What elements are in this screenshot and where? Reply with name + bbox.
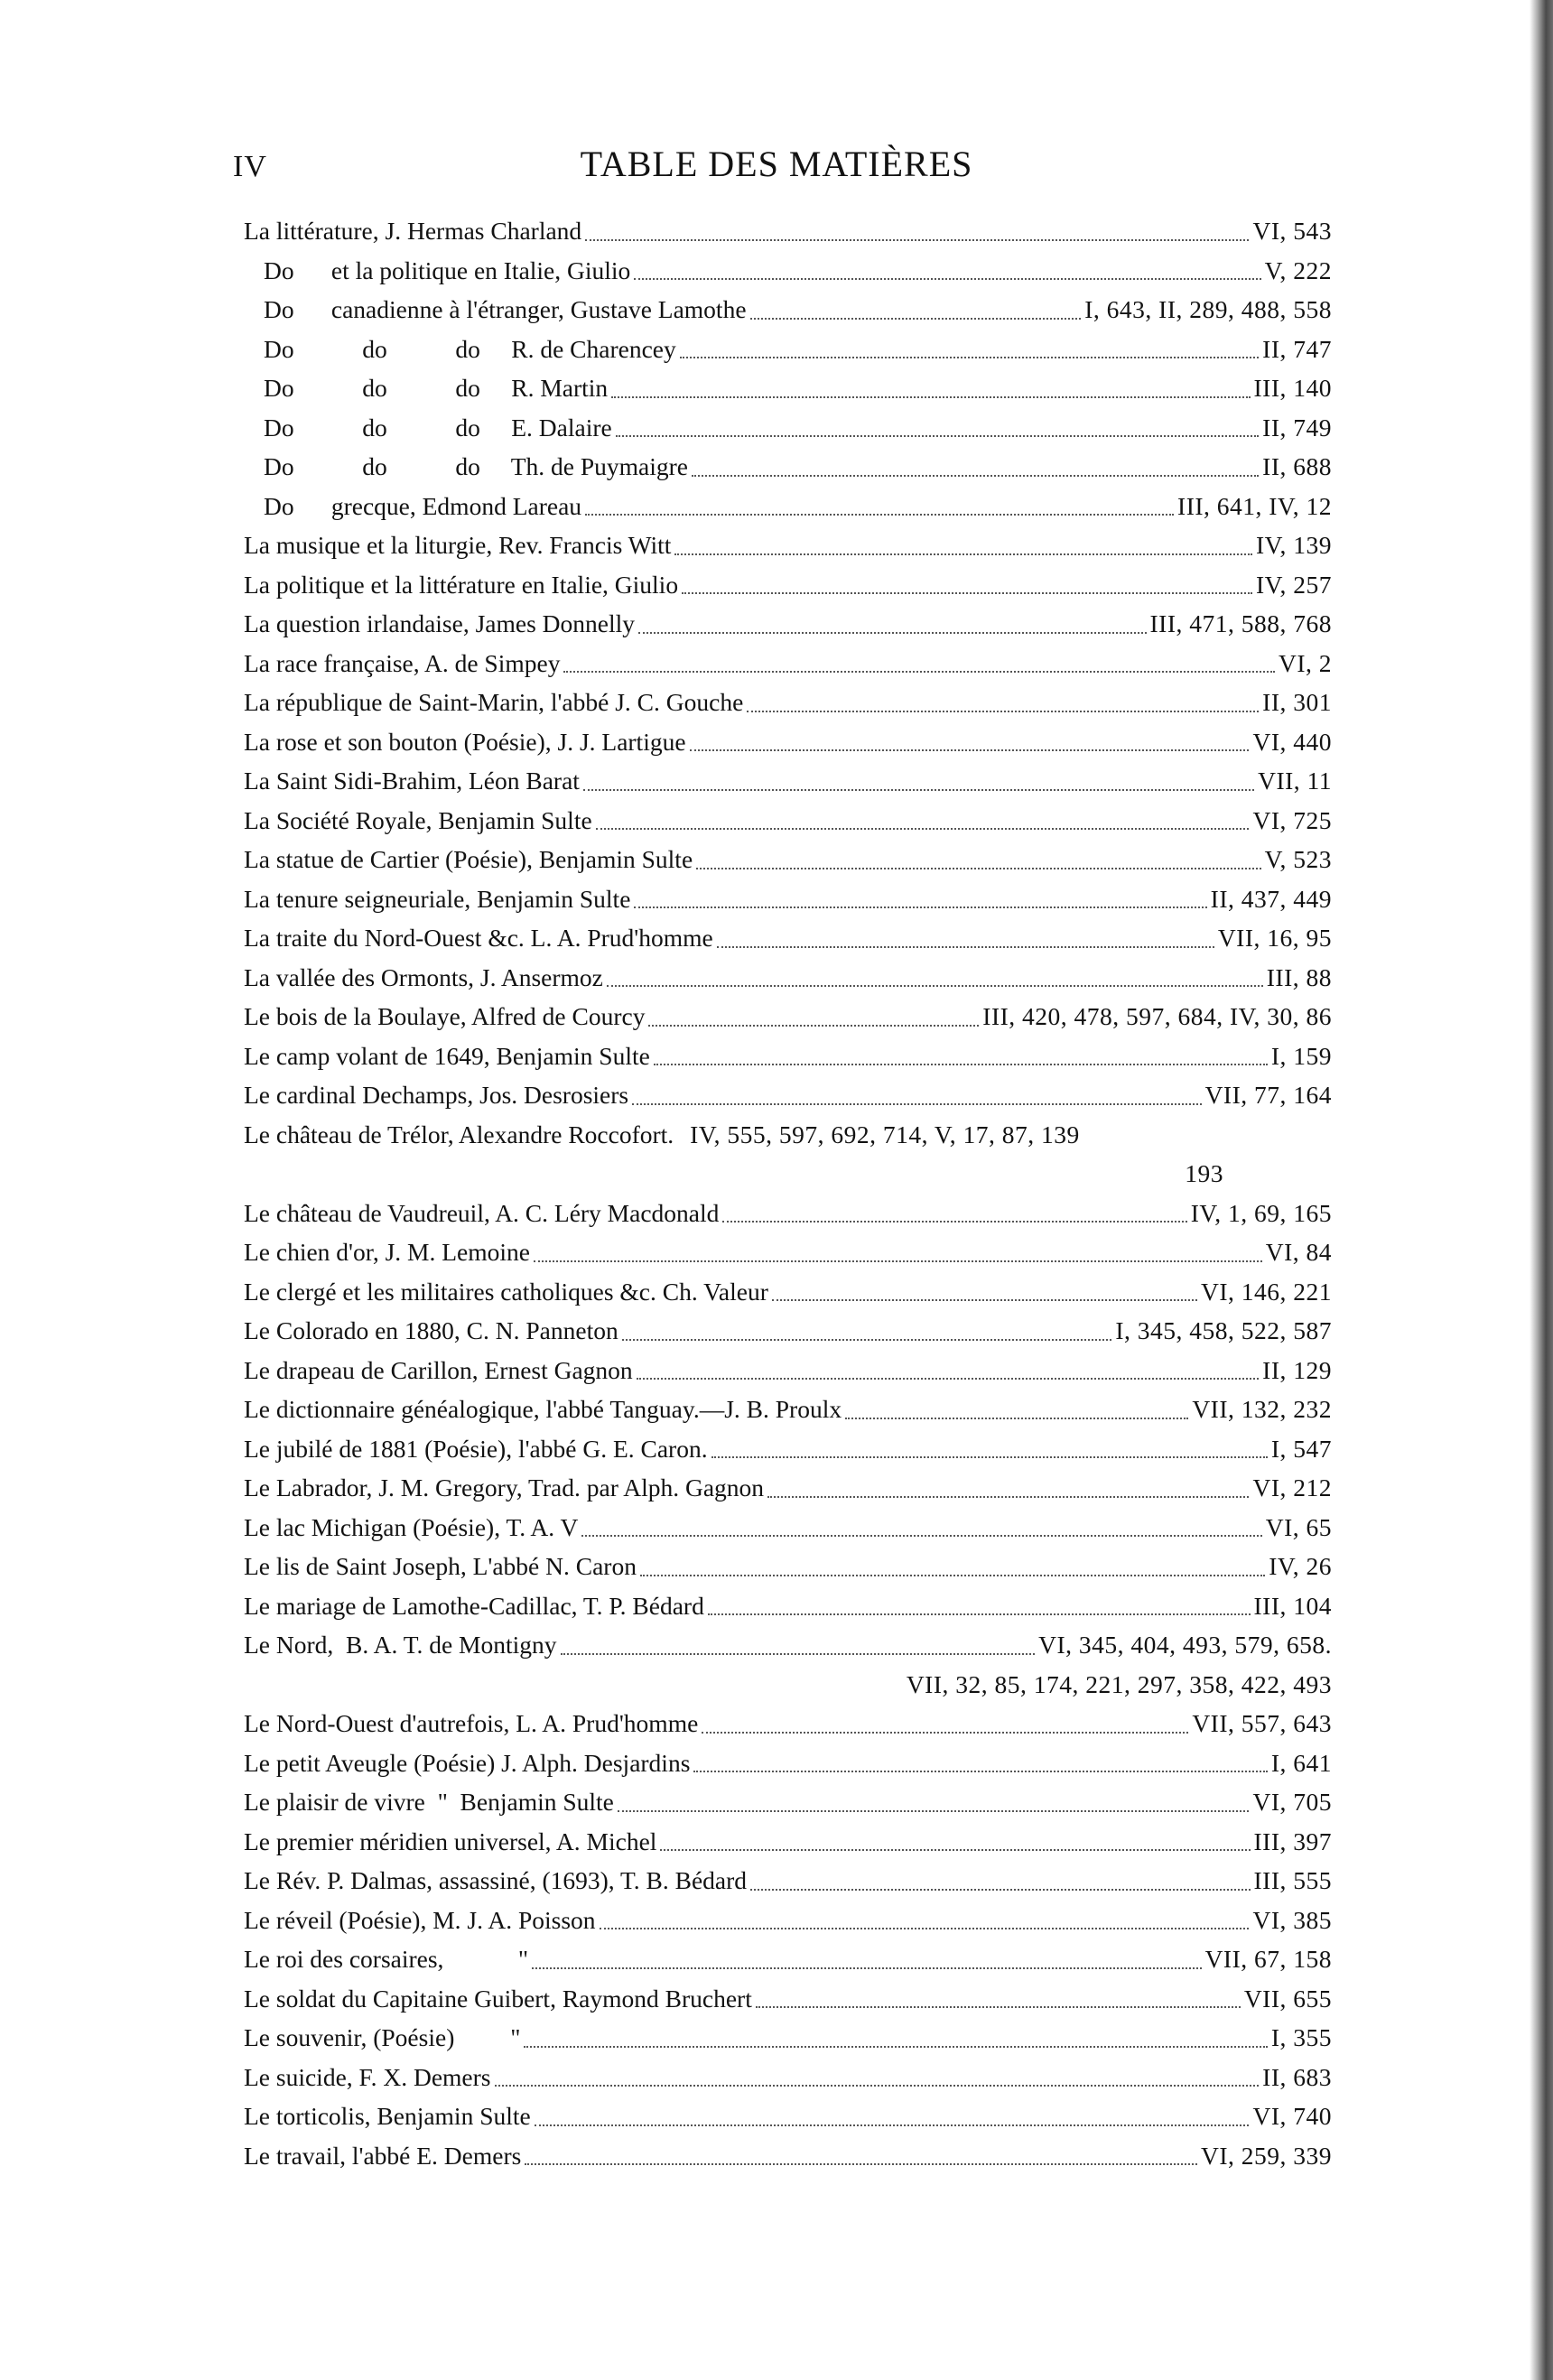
toc-entry-reference: VI, 725 <box>1252 805 1332 834</box>
toc-entry-reference: II, 683 <box>1262 2062 1332 2091</box>
toc-entry-title: Le suicide, F. X. Demers <box>244 2062 491 2091</box>
toc-entry <box>244 1311 1332 1351</box>
toc-entry <box>244 1429 1332 1469</box>
toc-entry-reference: VII, 132, 232 <box>1192 1395 1332 1423</box>
toc-entry-reference: II, 747 <box>1262 334 1332 363</box>
dot-leader <box>524 2035 1267 2048</box>
toc-entry-reference: VI, 2 <box>1278 648 1332 677</box>
toc-entry <box>244 1704 1332 1743</box>
dot-leader <box>581 1524 1261 1537</box>
toc-entry-reference: II, 688 <box>1262 452 1332 480</box>
dot-leader <box>607 974 1263 987</box>
dot-leader <box>711 1446 1268 1458</box>
toc-entry <box>244 997 1332 1037</box>
toc-entry-reference: I, 547 <box>1270 1434 1332 1463</box>
toc-entry <box>244 1547 1332 1586</box>
dot-leader <box>532 1957 1201 1969</box>
toc-entry <box>244 604 1332 644</box>
toc-entry-reference: V, 523 <box>1264 845 1332 873</box>
toc-entry-title: Do et la politique en Italie, Giulio <box>264 256 631 284</box>
toc-entry-reference: I, 345, 458, 522, 587 <box>1115 1316 1332 1344</box>
toc-entry-reference: VI, 345, 404, 493, 579, 658. <box>1038 1631 1332 1659</box>
toc-entry <box>244 840 1332 879</box>
toc-entry-title: Le chien d'or, J. M. Lemoine <box>244 1238 530 1266</box>
toc-entry <box>244 1194 1332 1233</box>
toc-entry <box>244 761 1332 801</box>
toc-entry-reference: III, 140 <box>1253 374 1332 402</box>
toc-entry-reference: III, 420, 478, 597, 684, IV, 30, 86 <box>982 1002 1332 1030</box>
toc-entry-reference: III, 397 <box>1253 1827 1332 1855</box>
toc-entry-title: Le plaisir de vivre " Benjamin Sulte <box>244 1788 614 1816</box>
dot-leader <box>692 464 1259 477</box>
toc-entry <box>244 211 1332 251</box>
toc-entry-title: Le bois de la Boulaye, Alfred de Courcy <box>244 1002 646 1030</box>
toc-entry-title: Do canadienne à l'étranger, Gustave Lamothe <box>264 295 747 323</box>
toc-entry-continuation: 193 <box>1185 1159 1223 1187</box>
toc-entry-title: Le drapeau de Carillon, Ernest Gagnon <box>244 1355 633 1384</box>
toc-entry-reference: VI, 385 <box>1252 1905 1332 1934</box>
toc-entry-title: Le Nord-Ouest d'autrefois, L. A. Prud'homme <box>244 1709 699 1737</box>
dot-leader <box>596 817 1250 830</box>
toc-entry-title: Le premier méridien universel, A. Michel <box>244 1827 657 1855</box>
toc-entry-reference: IV, 555, 597, 692, 714, V, 17, 87, 139 <box>690 1120 1080 1148</box>
dot-leader <box>696 857 1261 869</box>
toc-entry-title: Le travail, l'abbé E. Demers <box>244 2141 522 2170</box>
toc-entry <box>244 525 1332 565</box>
toc-entry-reference: I, 643, II, 289, 488, 558 <box>1084 295 1332 323</box>
toc-entry-reference: VII, 16, 95 <box>1217 924 1332 952</box>
dot-leader <box>495 2074 1260 2087</box>
toc-entry <box>244 1979 1332 2019</box>
toc-entry-title: Le cardinal Dechamps, Jos. Desrosiers <box>244 1081 629 1109</box>
dot-leader <box>654 1053 1268 1065</box>
toc-entry-reference: VI, 705 <box>1252 1788 1332 1816</box>
toc-entry-title: La politique et la littérature en Italie, Giulio <box>244 570 679 599</box>
toc-entry-reference: II, 437, 449 <box>1210 884 1332 913</box>
toc-entry-title: Le petit Aveugle (Poésie) J. Alph. Desjardins <box>244 1748 691 1777</box>
dot-leader <box>660 1838 1250 1851</box>
toc-entry-title: Do do do Th. de Puymaigre <box>264 452 689 480</box>
dot-leader <box>750 1878 1250 1891</box>
toc-entry-reference: VII, 655 <box>1243 1984 1332 2013</box>
dot-leader <box>583 778 1254 791</box>
toc-entry <box>244 1075 1332 1115</box>
page-number: IV <box>233 150 267 183</box>
toc-entry <box>244 2018 1332 2058</box>
dot-leader <box>750 307 1082 320</box>
toc-entry-continuation: VII, 32, 85, 174, 221, 297, 358, 422, 493 <box>906 1669 1332 1698</box>
toc-entry-title: La république de Saint-Marin, l'abbé J. C. Gouche <box>244 688 744 716</box>
toc-entry-title: Le soldat du Capitaine Guibert, Raymond Bruchert <box>244 1984 752 2013</box>
toc-entry-title: Do grecque, Edmond Lareau <box>264 491 582 520</box>
toc-entry <box>244 1782 1332 1822</box>
toc-entry-title: Do do do E. Dalaire <box>264 413 612 442</box>
toc-entry-title: Le roi des corsaires, " <box>244 1945 529 1973</box>
toc-entry <box>244 1901 1332 1940</box>
dot-leader <box>622 1328 1112 1341</box>
toc-entry <box>244 879 1332 919</box>
dot-leader <box>717 935 1214 948</box>
running-title: TABLE DES MATIÈRES <box>580 144 973 184</box>
toc-entry-reference: I, 641 <box>1270 1748 1332 1777</box>
dot-leader <box>690 739 1250 751</box>
toc-entry-title: Le Nord, B. A. T. de Montigny <box>244 1631 557 1659</box>
dot-leader <box>680 346 1259 358</box>
dot-leader <box>638 621 1146 634</box>
toc-entry-reference: I, 355 <box>1270 2023 1332 2051</box>
toc-entry <box>244 801 1332 841</box>
dot-leader <box>674 543 1252 555</box>
toc-entry-title: Le camp volant de 1649, Benjamin Sulte <box>244 1041 650 1070</box>
toc-entry-title: La traite du Nord-Ouest &c. L. A. Prud'homme <box>244 924 713 952</box>
toc-entry-reference: VI, 740 <box>1252 2102 1332 2130</box>
dot-leader <box>561 1642 1036 1655</box>
toc-entry-title: La littérature, J. Hermas Charland <box>244 217 582 245</box>
dot-leader <box>563 660 1275 673</box>
toc-entry <box>244 1508 1332 1548</box>
toc-entry <box>244 487 1332 526</box>
toc-entry-title: Le jubilé de 1881 (Poésie), l'abbé G. E. Caron. <box>244 1434 708 1463</box>
toc-entry-title: La Société Royale, Benjamin Sulte <box>244 805 592 834</box>
toc-entry-reference: I, 159 <box>1270 1041 1332 1070</box>
toc-entry-title: Do do do R. de Charencey <box>264 334 676 363</box>
dot-leader <box>585 228 1249 241</box>
toc-entry-reference: IV, 1, 69, 165 <box>1190 1198 1332 1227</box>
dot-leader <box>632 1092 1201 1105</box>
toc-entry-reference: V, 222 <box>1264 256 1332 284</box>
table-of-contents <box>244 211 1332 2175</box>
toc-entry-reference: VI, 259, 339 <box>1200 2141 1332 2170</box>
toc-entry-title: La Saint Sidi-Brahim, Léon Barat <box>244 767 580 795</box>
toc-entry <box>244 2136 1332 2176</box>
toc-entry <box>244 918 1332 958</box>
dot-leader <box>640 1564 1265 1576</box>
toc-entry-title: La rose et son bouton (Poésie), J. J. Lartigue <box>244 727 686 756</box>
dot-leader <box>767 1485 1249 1498</box>
toc-entry-reference: II, 749 <box>1262 413 1332 442</box>
toc-entry <box>244 1232 1332 1272</box>
binding-edge <box>1530 0 1553 2380</box>
toc-entry-reference: VI, 84 <box>1265 1238 1332 1266</box>
toc-entry-title: Le lis de Saint Joseph, L'abbé N. Caron <box>244 1552 637 1580</box>
toc-entry <box>244 565 1332 605</box>
dot-leader <box>845 1407 1188 1419</box>
toc-entry <box>244 958 1332 998</box>
toc-entry-title: Le réveil (Poésie), M. J. A. Poisson <box>244 1905 596 1934</box>
dot-leader <box>677 1132 686 1143</box>
toc-entry <box>244 722 1332 762</box>
toc-entry-reference: III, 88 <box>1266 962 1332 991</box>
toc-entry <box>244 1625 1332 1665</box>
toc-entry <box>244 330 1332 369</box>
dot-leader <box>722 1210 1186 1223</box>
toc-entry-title: Le Labrador, J. M. Gregory, Trad. par Alph. Gagnon <box>244 1474 765 1501</box>
page-header <box>0 143 1553 186</box>
dot-leader <box>637 1367 1259 1380</box>
toc-entry <box>244 368 1332 408</box>
toc-entry-reference: VI, 440 <box>1252 727 1332 756</box>
toc-entry-title: La race française, A. de Simpey <box>244 648 561 677</box>
toc-entry <box>244 290 1332 330</box>
toc-entry-title: Do do do R. Martin <box>264 374 609 402</box>
toc-entry <box>244 1861 1332 1901</box>
toc-entry-title: Le lac Michigan (Poésie), T. A. V <box>244 1512 579 1541</box>
toc-entry-reference: II, 301 <box>1262 688 1332 716</box>
toc-entry-title: La tenure seigneuriale, Benjamin Sulte <box>244 884 631 913</box>
toc-entry <box>244 2058 1332 2097</box>
toc-entry <box>244 1390 1332 1429</box>
toc-entry-reference: VII, 11 <box>1258 767 1332 795</box>
dot-leader <box>702 1721 1188 1734</box>
toc-entry-reference: III, 104 <box>1253 1591 1332 1620</box>
dot-leader <box>611 386 1250 398</box>
toc-entry-title: Le mariage de Lamothe-Cadillac, T. P. Bédard <box>244 1591 704 1620</box>
toc-entry-reference: IV, 139 <box>1256 531 1332 559</box>
toc-entry <box>244 251 1332 291</box>
dot-leader <box>585 503 1174 516</box>
toc-entry <box>244 1272 1332 1312</box>
toc-entry-reference: VII, 557, 643 <box>1192 1709 1332 1737</box>
toc-entry <box>244 408 1332 448</box>
toc-entry-reference: IV, 26 <box>1269 1552 1332 1580</box>
toc-entry-title: Le torticolis, Benjamin Sulte <box>244 2102 531 2130</box>
dot-leader <box>634 896 1206 908</box>
dot-leader <box>772 1288 1197 1301</box>
toc-entry-title: La vallée des Ormonts, J. Ansermoz <box>244 962 603 991</box>
toc-entry <box>244 1939 1332 1979</box>
toc-entry-title: Le dictionnaire généalogique, l'abbé Tanguay.—J. B. Proulx <box>244 1395 842 1423</box>
toc-entry <box>244 1351 1332 1390</box>
toc-entry-title: Le clergé et les militaires catholiques &c. Ch. Valeur <box>244 1277 768 1306</box>
toc-entry <box>244 2096 1332 2136</box>
toc-entry-reference: VI, 146, 221 <box>1200 1277 1332 1306</box>
dot-leader <box>525 2152 1197 2165</box>
toc-entry-reference: III, 555 <box>1253 1866 1332 1894</box>
toc-entry-title: La question irlandaise, James Donnelly <box>244 609 636 637</box>
toc-entry-reference: VI, 543 <box>1252 217 1332 245</box>
toc-entry <box>244 1822 1332 1862</box>
dot-leader <box>682 581 1252 594</box>
toc-entry-title: Le château de Vaudreuil, A. C. Léry Macdonald <box>244 1198 720 1227</box>
dot-leader <box>747 700 1259 712</box>
toc-entry-title: Le souvenir, (Poésie) " <box>244 2023 521 2051</box>
toc-entry-reference: VI, 65 <box>1265 1512 1332 1541</box>
dot-leader <box>693 1760 1267 1772</box>
toc-entry-reference: III, 471, 588, 768 <box>1149 609 1332 637</box>
toc-entry-reference: II, 129 <box>1262 1355 1332 1384</box>
dot-leader <box>648 1014 979 1027</box>
toc-entry <box>244 447 1332 487</box>
toc-entry <box>244 644 1332 683</box>
toc-entry <box>244 683 1332 722</box>
toc-entry <box>244 1586 1332 1626</box>
dot-leader <box>756 1995 1241 2008</box>
toc-entry <box>244 1037 1332 1076</box>
toc-entry-title: Le château de Trélor, Alexandre Roccofort. <box>244 1120 674 1148</box>
toc-entry-reference: III, 641, IV, 12 <box>1177 491 1332 520</box>
dot-leader <box>708 1603 1251 1615</box>
toc-entry-title: La musique et la liturgie, Rev. Francis Witt <box>244 531 672 559</box>
dot-leader <box>634 267 1260 280</box>
toc-entry <box>244 1743 1332 1783</box>
toc-entry <box>244 1468 1332 1508</box>
dot-leader <box>534 1250 1262 1262</box>
toc-entry-title: Le Rév. P. Dalmas, assassiné, (1693), T. B. Bédard <box>244 1866 748 1894</box>
toc-entry-title: Le Colorado en 1880, C. N. Panneton <box>244 1316 618 1344</box>
dot-leader <box>618 1799 1250 1812</box>
toc-entry-reference: VII, 77, 164 <box>1204 1081 1332 1109</box>
toc-entry-reference: VI, 212 <box>1252 1474 1332 1501</box>
dot-leader <box>600 1917 1250 1929</box>
dot-leader <box>535 2114 1250 2126</box>
dot-leader <box>616 424 1259 437</box>
toc-entry-title: La statue de Cartier (Poésie), Benjamin Sulte <box>244 845 693 873</box>
toc-entry-reference: IV, 257 <box>1256 570 1332 599</box>
toc-entry-reference: VII, 67, 158 <box>1204 1945 1332 1973</box>
toc-entry <box>244 1115 1332 1155</box>
